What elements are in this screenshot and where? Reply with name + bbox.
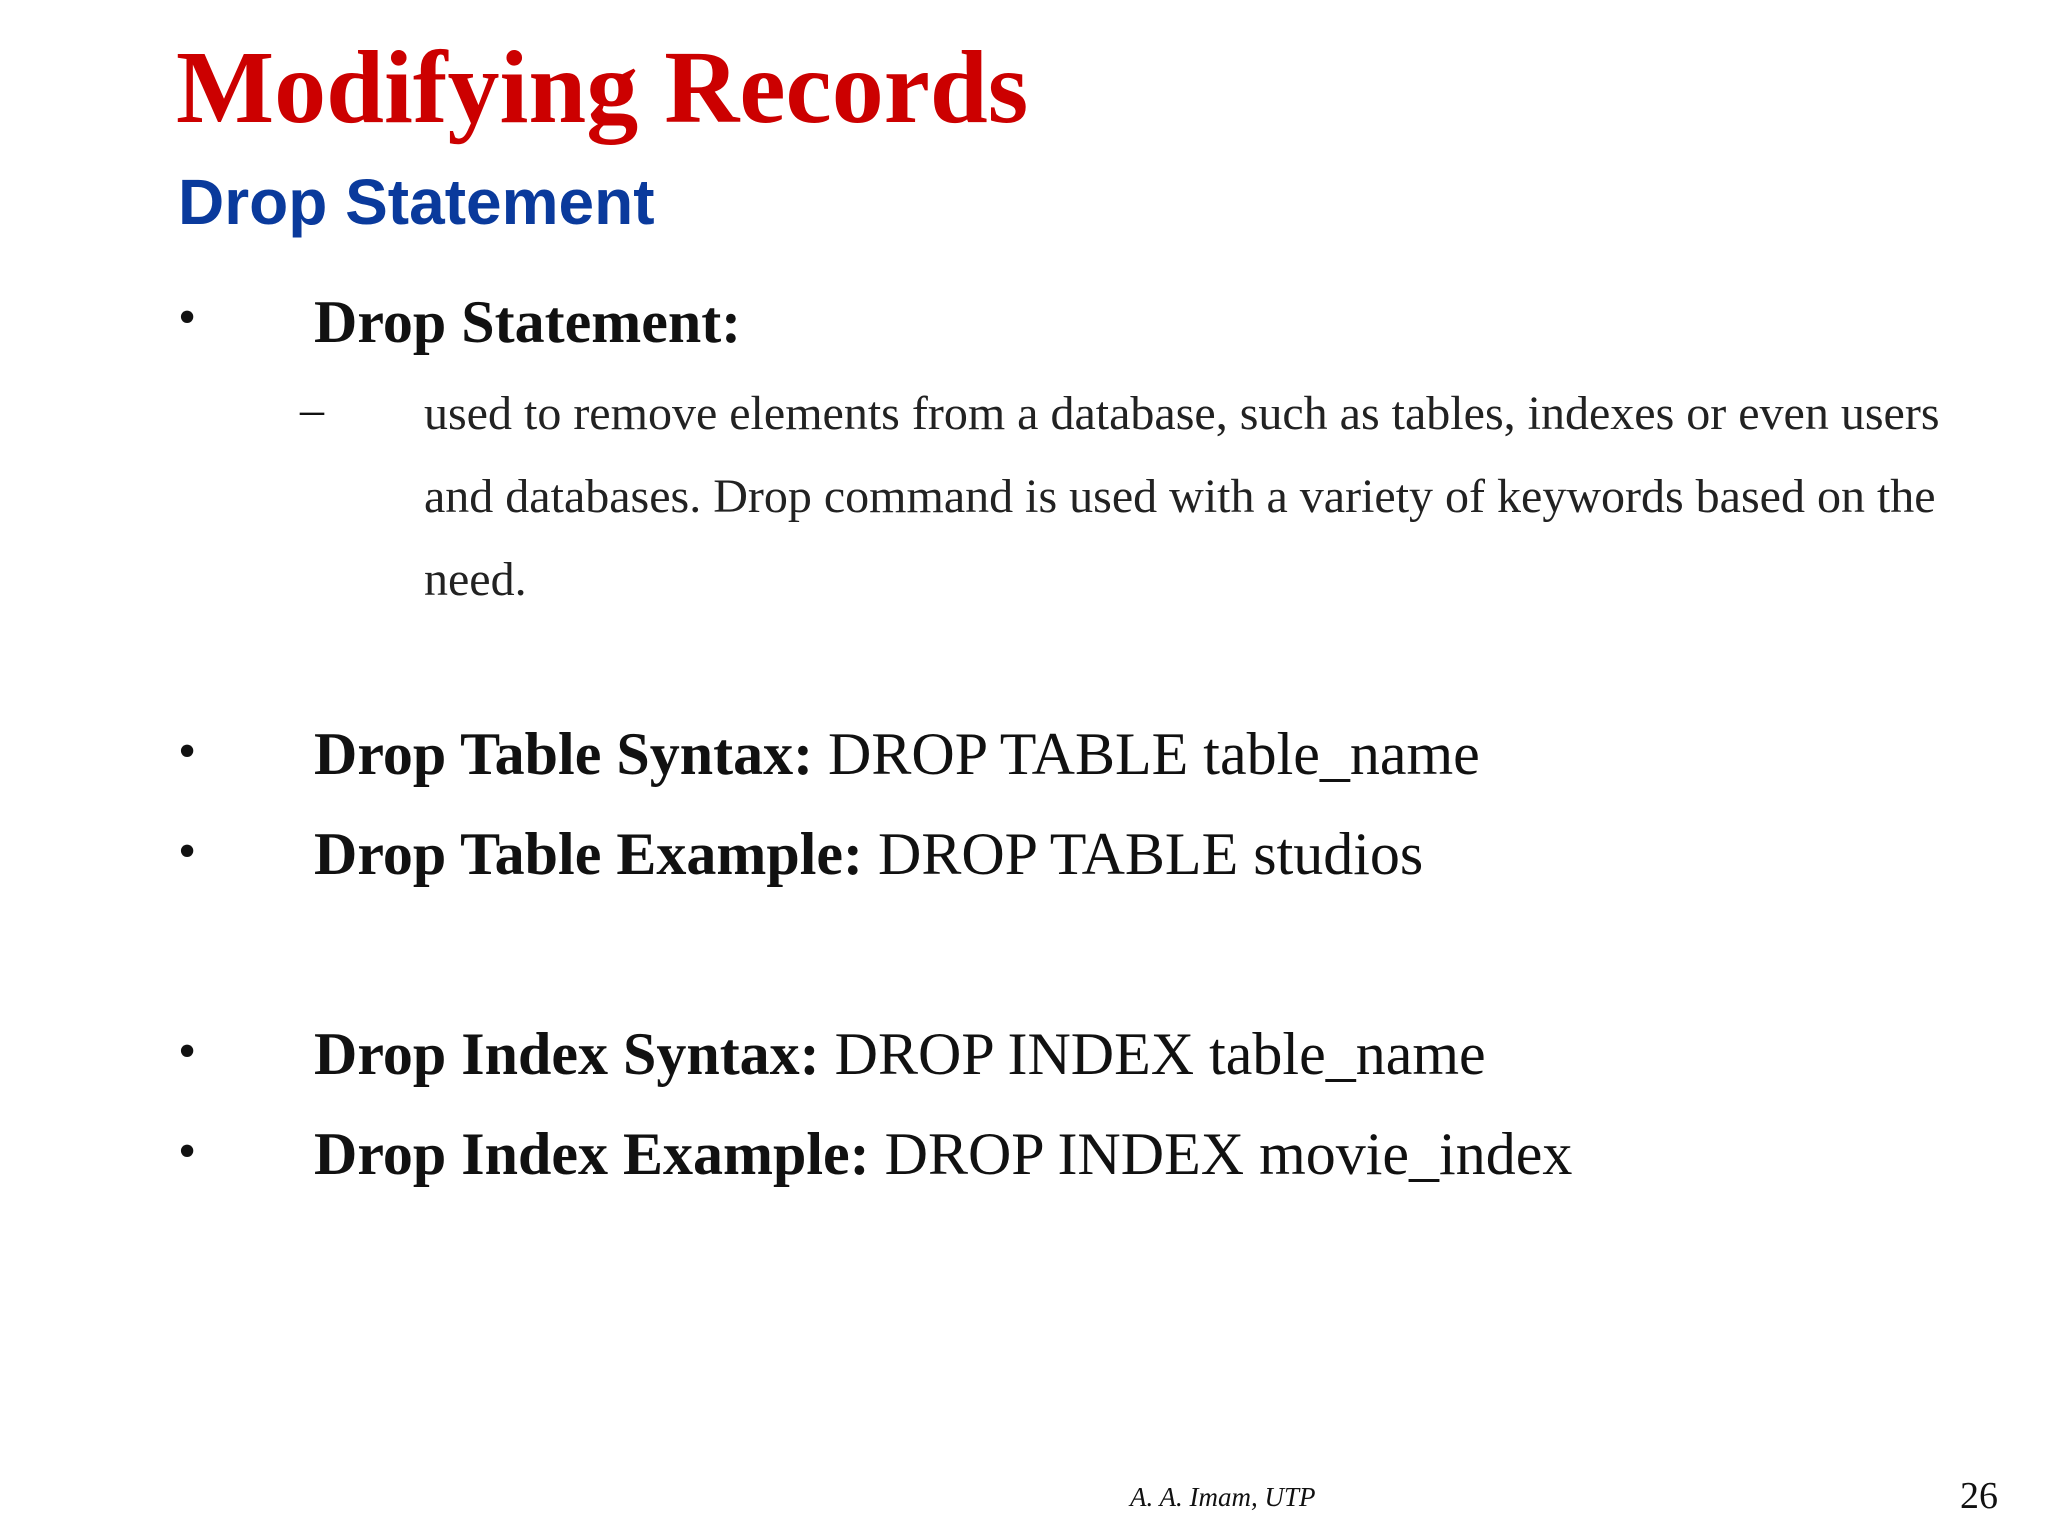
bullet-value: DROP INDEX movie_index xyxy=(884,1121,1573,1187)
slide-title: Modifying Records xyxy=(176,30,1029,145)
bullet-label: Drop Index Example: xyxy=(314,1121,870,1187)
bullet-drop-statement xyxy=(0,282,2048,362)
bullet-value: DROP INDEX table_name xyxy=(834,1021,1486,1087)
bullet-icon: • xyxy=(178,823,197,880)
bullet-text xyxy=(314,1012,1486,1096)
bullet-label: Drop Index Syntax: xyxy=(314,1021,820,1087)
dash-icon: – xyxy=(300,383,324,436)
bullet-icon: • xyxy=(178,289,197,346)
bullet-label: Drop Statement: xyxy=(314,289,742,355)
bullet-drop-index-example xyxy=(0,1112,2048,1196)
bullet-text xyxy=(314,282,741,362)
bullet-value: DROP TABLE table_name xyxy=(828,721,1480,787)
bullet-icon: • xyxy=(178,723,197,780)
drop-statement-description: used to remove elements from a database, such as tables, indexes or even users and databases. Drop command is used with a variety of keywords based on the need. xyxy=(424,387,1940,606)
footer-author: A. A. Imam, UTP xyxy=(1130,1482,1316,1512)
bullet-text xyxy=(314,1112,1572,1196)
bullet-drop-table-example xyxy=(0,812,2048,896)
bullet-icon: • xyxy=(178,1123,197,1180)
bullet-icon: • xyxy=(178,1023,197,1080)
bullet-value: DROP TABLE studios xyxy=(878,821,1424,887)
bullet-drop-table-syntax xyxy=(0,712,2048,796)
page-number: 26 xyxy=(1960,1475,1998,1517)
slide-subtitle: Drop Statement xyxy=(178,166,655,238)
bullet-label: Drop Table Syntax: xyxy=(314,721,814,787)
bullet-text xyxy=(314,812,1423,896)
bullet-text xyxy=(314,712,1480,796)
bullet-label: Drop Table Example: xyxy=(314,821,863,887)
bullet-drop-index-syntax xyxy=(0,1012,2048,1096)
